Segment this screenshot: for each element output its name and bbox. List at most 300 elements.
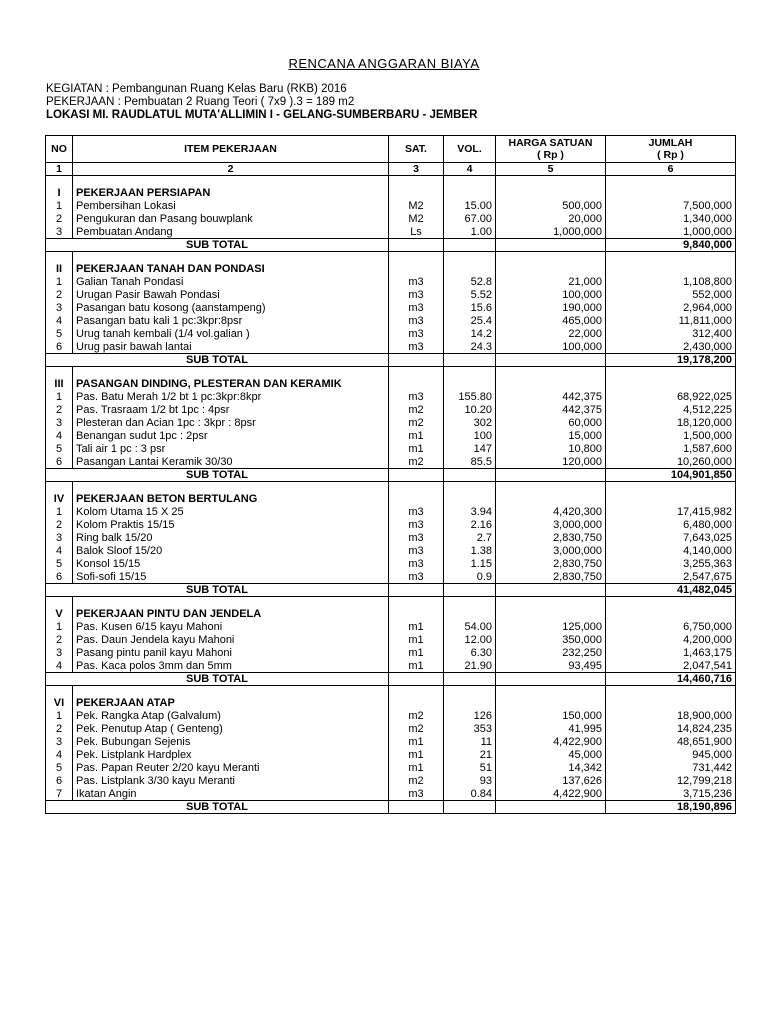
empty-cell	[444, 176, 496, 186]
empty-cell	[606, 185, 736, 199]
empty-cell	[444, 597, 496, 607]
item-unit: m3	[389, 787, 444, 801]
item-unit-price: 100,000	[496, 340, 606, 354]
empty-cell	[496, 801, 606, 814]
subtotal-amount: 18,190,896	[606, 801, 736, 814]
item-amount: 7,643,025	[606, 531, 736, 544]
item-unit-price: 2,830,750	[496, 570, 606, 584]
item-unit: m3	[389, 327, 444, 340]
item-volume: 15.00	[444, 199, 496, 212]
item-volume: 24.3	[444, 340, 496, 354]
item-volume: 15.6	[444, 301, 496, 314]
table-row	[46, 403, 736, 416]
empty-cell	[496, 695, 606, 709]
empty-cell	[496, 367, 606, 377]
item-volume: 100	[444, 429, 496, 442]
section-roman: IV	[46, 491, 73, 505]
subtotal-row	[46, 469, 736, 482]
item-volume: 6.30	[444, 646, 496, 659]
empty-cell	[606, 606, 736, 620]
item-name: Pas. Trasraam 1/2 bt 1pc : 4psr	[73, 403, 389, 416]
header-jumlah-line2: ( Rp )	[657, 149, 684, 161]
section-title: PASANGAN DINDING, PLESTERAN DAN KERAMIK	[73, 376, 389, 390]
empty-cell	[389, 185, 444, 199]
item-no: 1	[46, 390, 73, 403]
table-row	[46, 646, 736, 659]
item-unit: m1	[389, 659, 444, 673]
table-row	[46, 225, 736, 239]
section-title: PEKERJAAN PERSIAPAN	[73, 185, 389, 199]
item-unit: m2	[389, 455, 444, 469]
item-no: 2	[46, 633, 73, 646]
item-name: Urugan Pasir Bawah Pondasi	[73, 288, 389, 301]
item-name: Sofi-sofi 15/15	[73, 570, 389, 584]
subtotal-label: SUB TOTAL	[46, 354, 389, 367]
item-unit: m3	[389, 544, 444, 557]
empty-cell	[46, 252, 73, 262]
item-name: Pengukuran dan Pasang bouwplank	[73, 212, 389, 225]
spacer-row	[46, 482, 736, 492]
section-roman: III	[46, 376, 73, 390]
spacer-row	[46, 686, 736, 696]
item-unit: m1	[389, 748, 444, 761]
item-amount: 552,000	[606, 288, 736, 301]
table-row	[46, 327, 736, 340]
header-jumlah-line1: JUMLAH	[648, 137, 693, 149]
item-name: Galian Tanah Pondasi	[73, 275, 389, 288]
item-no: 5	[46, 761, 73, 774]
item-unit-price: 120,000	[496, 455, 606, 469]
empty-cell	[444, 686, 496, 696]
subtotal-amount: 19,178,200	[606, 354, 736, 367]
item-amount: 1,000,000	[606, 225, 736, 239]
item-volume: 155.80	[444, 390, 496, 403]
item-no: 2	[46, 518, 73, 531]
table-row	[46, 416, 736, 429]
item-unit-price: 41,995	[496, 722, 606, 735]
item-name: Ikatan Angin	[73, 787, 389, 801]
empty-cell	[389, 686, 444, 696]
header-item: ITEM PEKERJAAN	[73, 136, 389, 163]
item-name: Pas. Kaca polos 3mm dan 5mm	[73, 659, 389, 673]
empty-cell	[606, 686, 736, 696]
table-row	[46, 544, 736, 557]
empty-cell	[389, 673, 444, 686]
item-name: Kolom Utama 15 X 25	[73, 505, 389, 518]
empty-cell	[389, 801, 444, 814]
item-unit-price: 137,626	[496, 774, 606, 787]
empty-cell	[496, 482, 606, 492]
header-vol: VOL.	[444, 136, 496, 163]
empty-cell	[606, 176, 736, 186]
item-amount: 18,120,000	[606, 416, 736, 429]
subtotal-amount: 9,840,000	[606, 239, 736, 252]
table-row	[46, 442, 736, 455]
empty-cell	[606, 695, 736, 709]
column-number: 5	[496, 163, 606, 176]
item-no: 3	[46, 301, 73, 314]
empty-cell	[606, 261, 736, 275]
empty-cell	[73, 367, 389, 377]
item-amount: 312,400	[606, 327, 736, 340]
empty-cell	[606, 482, 736, 492]
item-volume: 302	[444, 416, 496, 429]
item-unit-price: 3,000,000	[496, 518, 606, 531]
empty-cell	[46, 482, 73, 492]
item-name: Balok Sloof 15/20	[73, 544, 389, 557]
empty-cell	[46, 597, 73, 607]
column-number: 3	[389, 163, 444, 176]
empty-cell	[389, 469, 444, 482]
empty-cell	[606, 597, 736, 607]
section-header-row	[46, 261, 736, 275]
item-no: 1	[46, 505, 73, 518]
subtotal-amount: 104,901,850	[606, 469, 736, 482]
table-row	[46, 199, 736, 212]
empty-cell	[389, 376, 444, 390]
empty-cell	[496, 469, 606, 482]
subtotal-row	[46, 673, 736, 686]
item-volume: 21	[444, 748, 496, 761]
empty-cell	[389, 606, 444, 620]
subtotal-amount: 14,460,716	[606, 673, 736, 686]
item-amount: 4,512,225	[606, 403, 736, 416]
empty-cell	[389, 597, 444, 607]
item-name: Tali air 1 pc : 3 psr	[73, 442, 389, 455]
item-no: 4	[46, 748, 73, 761]
item-unit: m3	[389, 275, 444, 288]
item-unit: m3	[389, 557, 444, 570]
empty-cell	[444, 606, 496, 620]
table-row	[46, 787, 736, 801]
section-header-row	[46, 606, 736, 620]
item-amount: 4,200,000	[606, 633, 736, 646]
item-volume: 2.7	[444, 531, 496, 544]
document-title: RENCANA ANGGARAN BIAYA	[288, 56, 480, 71]
item-amount: 3,255,363	[606, 557, 736, 570]
subtotal-row	[46, 354, 736, 367]
item-name: Ring balk 15/20	[73, 531, 389, 544]
empty-cell	[73, 482, 389, 492]
empty-cell	[444, 185, 496, 199]
section-title: PEKERJAAN PINTU DAN JENDELA	[73, 606, 389, 620]
item-no: 3	[46, 735, 73, 748]
empty-cell	[389, 252, 444, 262]
item-unit-price: 3,000,000	[496, 544, 606, 557]
item-no: 6	[46, 455, 73, 469]
item-name: Urug tanah kembali (1/4 vol.galian )	[73, 327, 389, 340]
item-no: 2	[46, 212, 73, 225]
item-volume: 353	[444, 722, 496, 735]
section-title: PEKERJAAN TANAH DAN PONDASI	[73, 261, 389, 275]
item-amount: 11,811,000	[606, 314, 736, 327]
item-unit: m3	[389, 570, 444, 584]
item-unit: m1	[389, 646, 444, 659]
empty-cell	[496, 252, 606, 262]
column-number: 1	[46, 163, 73, 176]
item-no: 2	[46, 722, 73, 735]
item-unit: m3	[389, 518, 444, 531]
item-volume: 3.94	[444, 505, 496, 518]
item-amount: 731,442	[606, 761, 736, 774]
item-unit-price: 4,422,900	[496, 787, 606, 801]
column-number-row	[46, 163, 736, 176]
item-no: 4	[46, 314, 73, 327]
section-title: PEKERJAAN BETON BERTULANG	[73, 491, 389, 505]
empty-cell	[389, 367, 444, 377]
table-row	[46, 557, 736, 570]
item-unit-price: 10,800	[496, 442, 606, 455]
column-number: 6	[606, 163, 736, 176]
header-harga-line2: ( Rp )	[537, 149, 564, 161]
item-no: 4	[46, 429, 73, 442]
item-volume: 14.2	[444, 327, 496, 340]
item-unit-price: 150,000	[496, 709, 606, 722]
item-volume: 85.5	[444, 455, 496, 469]
item-unit: m3	[389, 505, 444, 518]
item-amount: 1,340,000	[606, 212, 736, 225]
item-volume: 2.16	[444, 518, 496, 531]
subtotal-row	[46, 801, 736, 814]
item-amount: 1,587,600	[606, 442, 736, 455]
item-unit: m3	[389, 390, 444, 403]
empty-cell	[389, 482, 444, 492]
table-row	[46, 531, 736, 544]
section-header-row	[46, 695, 736, 709]
table-row	[46, 212, 736, 225]
empty-cell	[496, 584, 606, 597]
subtotal-label: SUB TOTAL	[46, 801, 389, 814]
item-unit-price: 232,250	[496, 646, 606, 659]
item-volume: 67.00	[444, 212, 496, 225]
item-amount: 2,964,000	[606, 301, 736, 314]
item-unit-price: 4,422,900	[496, 735, 606, 748]
item-unit-price: 2,830,750	[496, 557, 606, 570]
empty-cell	[496, 239, 606, 252]
section-header-row	[46, 491, 736, 505]
item-volume: 5.52	[444, 288, 496, 301]
item-unit-price: 442,375	[496, 403, 606, 416]
item-unit-price: 22,000	[496, 327, 606, 340]
item-name: Pek. Rangka Atap (Galvalum)	[73, 709, 389, 722]
item-no: 3	[46, 416, 73, 429]
item-amount: 6,750,000	[606, 620, 736, 633]
item-volume: 0.84	[444, 787, 496, 801]
item-volume: 11	[444, 735, 496, 748]
empty-cell	[46, 176, 73, 186]
item-name: Pembuatan Andang	[73, 225, 389, 239]
header-harga-line1: HARGA SATUAN	[508, 137, 593, 149]
item-name: Plesteran dan Acian 1pc : 3kpr : 8psr	[73, 416, 389, 429]
item-unit: m3	[389, 340, 444, 354]
item-name: Pek. Listplank Hardplex	[73, 748, 389, 761]
item-unit: m1	[389, 429, 444, 442]
table-row	[46, 275, 736, 288]
item-no: 1	[46, 709, 73, 722]
empty-cell	[496, 185, 606, 199]
header-harga	[496, 136, 606, 163]
subtotal-label: SUB TOTAL	[46, 469, 389, 482]
table-row	[46, 659, 736, 673]
table-row	[46, 761, 736, 774]
item-amount: 945,000	[606, 748, 736, 761]
empty-cell	[496, 606, 606, 620]
item-no: 2	[46, 288, 73, 301]
item-volume: 0.9	[444, 570, 496, 584]
item-amount: 2,547,675	[606, 570, 736, 584]
item-name: Benangan sudut 1pc : 2psr	[73, 429, 389, 442]
item-no: 7	[46, 787, 73, 801]
table-row	[46, 722, 736, 735]
table-row	[46, 620, 736, 633]
item-volume: 12.00	[444, 633, 496, 646]
item-name: Pasangan Lantai Keramik 30/30	[73, 455, 389, 469]
item-amount: 1,108,800	[606, 275, 736, 288]
table-row	[46, 301, 736, 314]
table-row	[46, 455, 736, 469]
empty-cell	[389, 491, 444, 505]
subtotal-label: SUB TOTAL	[46, 673, 389, 686]
subtotal-amount: 41,482,045	[606, 584, 736, 597]
empty-cell	[389, 239, 444, 252]
item-unit: M2	[389, 199, 444, 212]
table-row	[46, 748, 736, 761]
table-row	[46, 314, 736, 327]
table-row	[46, 429, 736, 442]
empty-cell	[496, 176, 606, 186]
empty-cell	[389, 695, 444, 709]
subtotal-label: SUB TOTAL	[46, 239, 389, 252]
item-unit-price: 14,342	[496, 761, 606, 774]
section-roman: V	[46, 606, 73, 620]
empty-cell	[389, 176, 444, 186]
empty-cell	[73, 686, 389, 696]
item-unit: m2	[389, 403, 444, 416]
empty-cell	[606, 252, 736, 262]
item-amount: 10,260,000	[606, 455, 736, 469]
item-name: Pas. Kusen 6/15 kayu Mahoni	[73, 620, 389, 633]
table-row	[46, 709, 736, 722]
item-name: Pembersihan Lokasi	[73, 199, 389, 212]
item-no: 1	[46, 275, 73, 288]
section-header-row	[46, 376, 736, 390]
header-no: NO	[46, 136, 73, 163]
table-row	[46, 340, 736, 354]
item-unit: m1	[389, 761, 444, 774]
item-unit: m3	[389, 531, 444, 544]
section-roman: II	[46, 261, 73, 275]
empty-cell	[444, 252, 496, 262]
item-volume: 1.15	[444, 557, 496, 570]
empty-cell	[73, 176, 389, 186]
item-unit-price: 4,420,300	[496, 505, 606, 518]
item-name: Pasang pintu panil kayu Mahoni	[73, 646, 389, 659]
item-amount: 2,047,541	[606, 659, 736, 673]
item-name: Pasangan batu kali 1 pc:3kpr:8psr	[73, 314, 389, 327]
item-amount: 68,922,025	[606, 390, 736, 403]
empty-cell	[389, 354, 444, 367]
item-unit-price: 20,000	[496, 212, 606, 225]
item-volume: 25.4	[444, 314, 496, 327]
empty-cell	[444, 801, 496, 814]
item-unit-price: 442,375	[496, 390, 606, 403]
item-unit-price: 465,000	[496, 314, 606, 327]
item-name: Pas. Listplank 3/30 kayu Meranti	[73, 774, 389, 787]
item-unit-price: 21,000	[496, 275, 606, 288]
pekerjaan-line: PEKERJAAN : Pembuatan 2 Ruang Teori ( 7x9 ).3 = 189 m2	[46, 96, 355, 108]
item-name: Kolom Praktis 15/15	[73, 518, 389, 531]
spacer-row	[46, 252, 736, 262]
item-volume: 51	[444, 761, 496, 774]
item-volume: 93	[444, 774, 496, 787]
empty-cell	[606, 376, 736, 390]
item-no: 4	[46, 659, 73, 673]
item-no: 4	[46, 544, 73, 557]
empty-cell	[46, 686, 73, 696]
empty-cell	[444, 367, 496, 377]
item-unit: m2	[389, 709, 444, 722]
item-unit: m3	[389, 288, 444, 301]
empty-cell	[389, 584, 444, 597]
kegiatan-line: KEGIATAN : Pembangunan Ruang Kelas Baru (RKB) 2016	[46, 83, 347, 95]
subtotal-row	[46, 239, 736, 252]
empty-cell	[496, 673, 606, 686]
item-no: 3	[46, 646, 73, 659]
table-row	[46, 505, 736, 518]
table-row	[46, 735, 736, 748]
subtotal-label: SUB TOTAL	[46, 584, 389, 597]
spacer-row	[46, 597, 736, 607]
item-no: 1	[46, 199, 73, 212]
item-amount: 4,140,000	[606, 544, 736, 557]
empty-cell	[444, 376, 496, 390]
header-sat: SAT.	[389, 136, 444, 163]
item-unit: m1	[389, 442, 444, 455]
item-amount: 17,415,982	[606, 505, 736, 518]
item-unit: M2	[389, 212, 444, 225]
item-name: Pek. Penutup Atap ( Genteng)	[73, 722, 389, 735]
item-volume: 54.00	[444, 620, 496, 633]
empty-cell	[46, 367, 73, 377]
budget-table	[45, 135, 736, 814]
lokasi-line: LOKASI MI. RAUDLATUL MUTA'ALLIMIN I - GELANG-SUMBERBARU - JEMBER	[46, 109, 478, 121]
item-unit: m2	[389, 722, 444, 735]
item-volume: 126	[444, 709, 496, 722]
item-unit-price: 15,000	[496, 429, 606, 442]
item-name: Urug pasir bawah lantai	[73, 340, 389, 354]
empty-cell	[444, 584, 496, 597]
empty-cell	[444, 491, 496, 505]
item-amount: 1,463,175	[606, 646, 736, 659]
item-unit: m3	[389, 301, 444, 314]
item-unit: Ls	[389, 225, 444, 239]
empty-cell	[444, 482, 496, 492]
empty-cell	[606, 491, 736, 505]
item-name: Pas. Papan Reuter 2/20 kayu Meranti	[73, 761, 389, 774]
item-unit-price: 125,000	[496, 620, 606, 633]
item-unit-price: 45,000	[496, 748, 606, 761]
item-unit-price: 2,830,750	[496, 531, 606, 544]
item-unit: m2	[389, 774, 444, 787]
table-row	[46, 390, 736, 403]
item-volume: 52.8	[444, 275, 496, 288]
item-amount: 2,430,000	[606, 340, 736, 354]
table-row	[46, 774, 736, 787]
table-row	[46, 288, 736, 301]
item-amount: 48,651,900	[606, 735, 736, 748]
table-header-row	[46, 136, 736, 163]
item-volume: 1.38	[444, 544, 496, 557]
